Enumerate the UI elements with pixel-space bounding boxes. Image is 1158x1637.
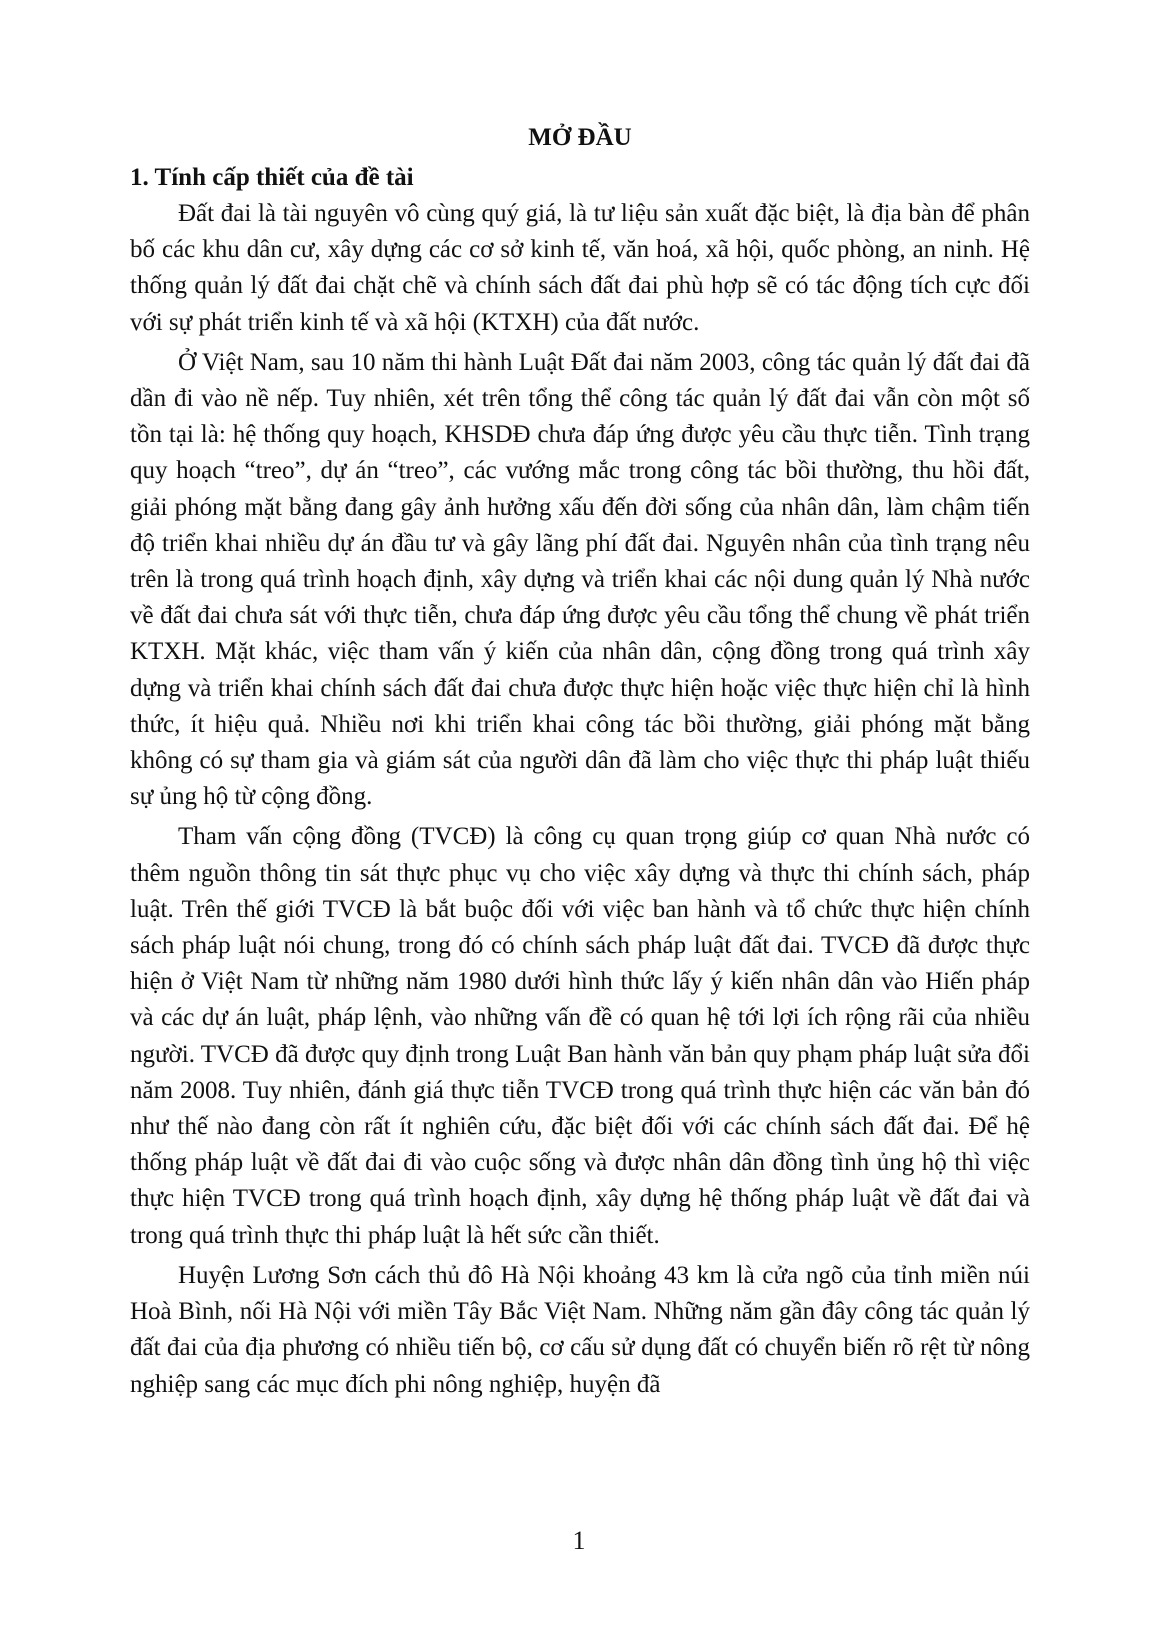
page-number: 1: [572, 1526, 586, 1555]
paragraph-2: Ở Việt Nam, sau 10 năm thi hành Luật Đất đai năm 2003, công tác quản lý đất đai đã dần đi vào nề nếp. Tuy nhiên, xét trên tổng thể công tác quản lý đất đai vẫn còn một số tồn tại là: hệ thống quy hoạch, KHSDĐ chưa đáp ứng được yêu cầu thực tiễn. Tình trạng quy hoạch “treo”, dự án “treo”, các vướng mắc trong công tác bồi thường, thu hồi đất, giải phóng mặt bằng đang gây ảnh hưởng xấu đến đời sống của nhân dân, làm chậm tiến độ triển khai nhiều dự án đầu tư và gây lãng phí đất đai. Nguyên nhân của tình trạng nêu trên là trong quá trình hoạch định, xây dựng và triển khai các nội dung quản lý Nhà nước về đất đai chưa sát với thực tiễn, chưa đáp ứng được yêu cầu tổng thể chung về phát triển KTXH. Mặt khác, việc tham vấn ý kiến của nhân dân, cộng đồng trong quá trình xây dựng và triển khai chính sách đất đai chưa được thực hiện hoặc việc thực hiện chỉ là hình thức, ít hiệu quả. Nhiều nơi khi triển khai công tác bồi thường, giải phóng mặt bằng không có sự tham gia và giám sát của người dân đã làm cho việc thực thi pháp luật thiếu sự ủng hộ từ cộng đồng.: [130, 348, 1030, 811]
paragraph-4: Huyện Lương Sơn cách thủ đô Hà Nội khoảng 43 km là cửa ngõ của tỉnh miền núi Hoà Bình, nối Hà Nội với miền Tây Bắc Việt Nam. Những năm gần đây công tác quản lý đất đai của địa phương có nhiều tiến bộ, cơ cấu sử dụng đất có chuyển biến rõ rệt từ nông nghiệp sang các mục đích phi nông nghiệp, huyện đã: [130, 1261, 1030, 1398]
section-heading: 1. Tính cấp thiết của đề tài: [130, 164, 414, 191]
paragraph-1: Đất đai là tài nguyên vô cùng quý giá, là tư liệu sản xuất đặc biệt, là địa bàn để phân bố các khu dân cư, xây dựng các cơ sở kinh tế, văn hoá, xã hội, quốc phòng, an ninh. Hệ thống quản lý đất đai chặt chẽ và chính sách đất đai phù hợp sẽ có tác động tích cực đối với sự phát triển kinh tế và xã hội (KTXH) của đất nước.: [130, 200, 1030, 336]
paragraph-3: Tham vấn cộng đồng (TVCĐ) là công cụ quan trọng giúp cơ quan Nhà nước có thêm nguồn thông tin sát thực phục vụ cho việc xây dựng và thực thi chính sách, pháp luật. Trên thế giới TVCĐ là bắt buộc đối với việc ban hành và tổ chức thực hiện chính sách pháp luật nói chung, trong đó có chính sách pháp luật đất đai. TVCĐ đã được thực hiện ở Việt Nam từ những năm 1980 dưới hình thức lấy ý kiến nhân dân vào Hiến pháp và các dự án luật, pháp lệnh, vào những vấn đề có quan hệ tới lợi ích rộng rãi của nhiều người. TVCĐ đã được quy định trong Luật Ban hành văn bản quy phạm pháp luật sửa đổi năm 2008. Tuy nhiên, đánh giá thực tiễn TVCĐ trong quá trình thực hiện các văn bản đó như thế nào đang còn rất ít nghiên cứu, đặc biệt đối với các chính sách đất đai. Để hệ thống pháp luật về đất đai đi vào cuộc sống và được nhân dân đồng tình ủng hộ thì việc thực hiện TVCĐ trong quá trình hoạch định, xây dựng hệ thống pháp luật về đất đai và trong quá trình thực thi pháp luật là hết sức cần thiết.: [130, 823, 1030, 1249]
document-title: MỞ ĐẦU: [528, 124, 632, 151]
page-content: [130, 118, 1030, 1407]
